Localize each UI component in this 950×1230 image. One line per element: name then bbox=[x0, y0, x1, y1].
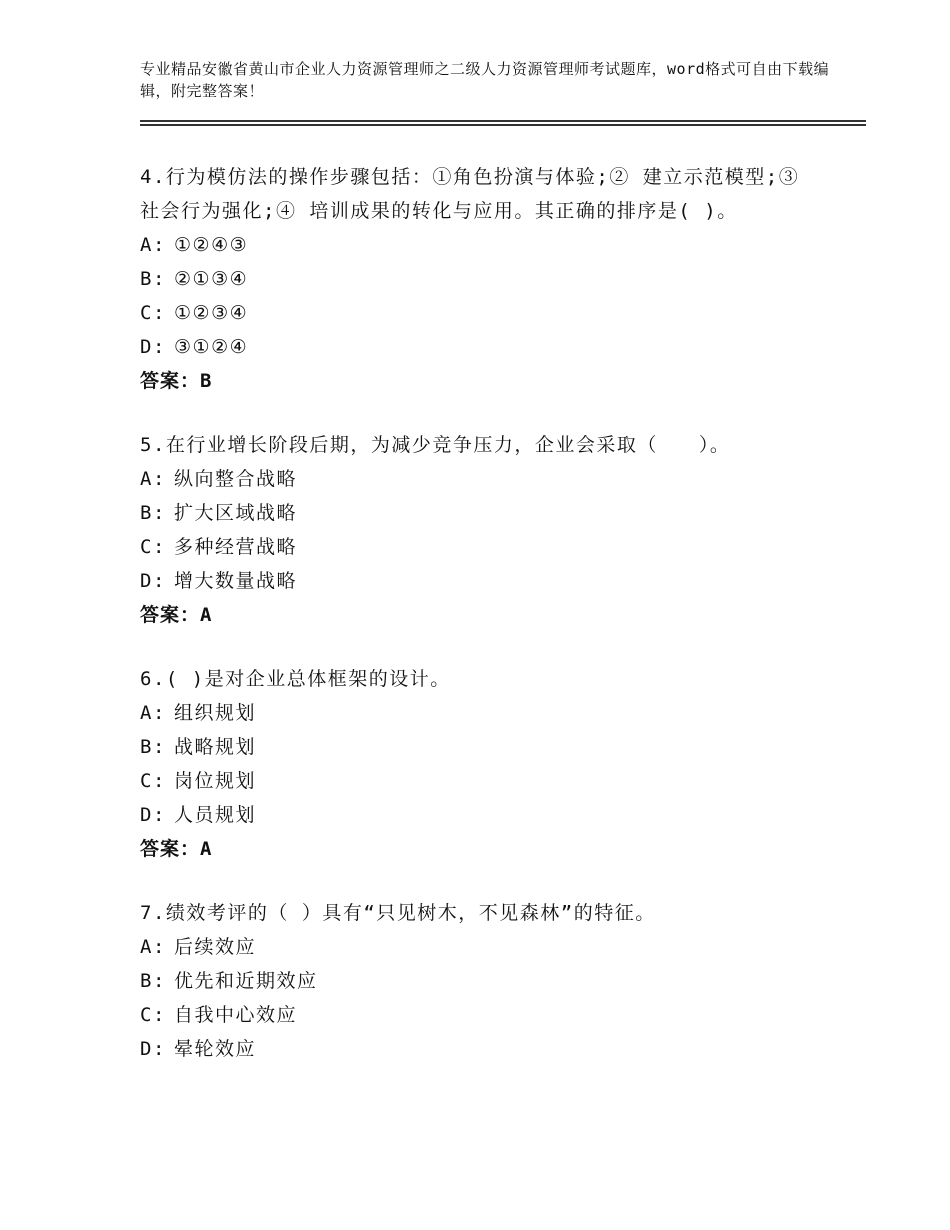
option-key: A: bbox=[140, 468, 166, 490]
option-text: 岗位规划 bbox=[174, 770, 257, 792]
option-c bbox=[140, 764, 830, 798]
option-text: ②①③④ bbox=[174, 268, 249, 290]
option-c bbox=[140, 998, 830, 1032]
option-a bbox=[140, 930, 830, 964]
option-c bbox=[140, 530, 830, 564]
question-7 bbox=[140, 896, 830, 1066]
option-d bbox=[140, 564, 830, 598]
answer-label: 答案： bbox=[140, 604, 201, 626]
option-key: B: bbox=[140, 268, 166, 290]
option-text: 纵向整合战略 bbox=[174, 468, 298, 490]
question-stem: 7.绩效考评的（ ）具有“只见树木，不见森林”的特征。 bbox=[140, 902, 656, 924]
answer-value: A bbox=[200, 838, 213, 860]
option-key: A: bbox=[140, 936, 166, 958]
question-stem: 5.在行业增长阶段后期，为减少竞争压力，企业会采取（ ）。 bbox=[140, 434, 731, 456]
option-a bbox=[140, 228, 830, 262]
question-6 bbox=[140, 662, 830, 866]
question-5 bbox=[140, 428, 830, 632]
option-text: 增大数量战略 bbox=[174, 570, 298, 592]
option-c bbox=[140, 296, 830, 330]
question-4 bbox=[140, 160, 830, 398]
option-text: ①②③④ bbox=[174, 302, 249, 324]
answer-value: B bbox=[200, 370, 213, 392]
question-stem: 4.行为模仿法的操作步骤包括：①角色扮演与体验;② 建立示范模型;③ 社会行为强化;④ 培训成果的转化与应用。其正确的排序是( )。 bbox=[140, 166, 800, 222]
option-d bbox=[140, 798, 830, 832]
option-text: 自我中心效应 bbox=[174, 1004, 298, 1026]
option-text: 多种经营战略 bbox=[174, 536, 298, 558]
option-key: A: bbox=[140, 702, 166, 724]
question-list bbox=[140, 160, 830, 1096]
option-key: B: bbox=[140, 502, 166, 524]
option-key: C: bbox=[140, 1004, 166, 1026]
option-key: C: bbox=[140, 302, 166, 324]
option-key: D: bbox=[140, 570, 166, 592]
document-header: 专业精品安徽省黄山市企业人力资源管理师之二级人力资源管理师考试题库，word格式可自由下载编辑，附完整答案！ bbox=[140, 60, 830, 100]
option-b bbox=[140, 730, 830, 764]
answer-label: 答案： bbox=[140, 838, 201, 860]
question-stem: 6.( )是对企业总体框架的设计。 bbox=[140, 668, 451, 690]
option-a bbox=[140, 696, 830, 730]
option-d bbox=[140, 330, 830, 364]
option-key: B: bbox=[140, 970, 166, 992]
option-b bbox=[140, 964, 830, 998]
option-text: 优先和近期效应 bbox=[174, 970, 318, 992]
header-divider-top bbox=[140, 120, 866, 122]
option-key: C: bbox=[140, 536, 166, 558]
option-b bbox=[140, 262, 830, 296]
answer-label: 答案： bbox=[140, 370, 201, 392]
answer-value: A bbox=[200, 604, 213, 626]
answer-line bbox=[140, 364, 830, 398]
option-key: D: bbox=[140, 336, 166, 358]
answer-line bbox=[140, 832, 830, 866]
option-text: 后续效应 bbox=[174, 936, 257, 958]
option-text: 组织规划 bbox=[174, 702, 257, 724]
option-d bbox=[140, 1032, 830, 1066]
option-key: D: bbox=[140, 804, 166, 826]
option-text: 扩大区域战略 bbox=[174, 502, 298, 524]
option-text: 人员规划 bbox=[174, 804, 257, 826]
header-divider-bottom bbox=[140, 124, 866, 126]
option-text: 战略规划 bbox=[174, 736, 257, 758]
option-b bbox=[140, 496, 830, 530]
option-text: 晕轮效应 bbox=[174, 1038, 257, 1060]
option-key: A: bbox=[140, 234, 166, 256]
option-a bbox=[140, 462, 830, 496]
option-key: B: bbox=[140, 736, 166, 758]
option-text: ①②④③ bbox=[174, 234, 249, 256]
answer-line bbox=[140, 598, 830, 632]
option-key: D: bbox=[140, 1038, 166, 1060]
option-key: C: bbox=[140, 770, 166, 792]
option-text: ③①②④ bbox=[174, 336, 249, 358]
